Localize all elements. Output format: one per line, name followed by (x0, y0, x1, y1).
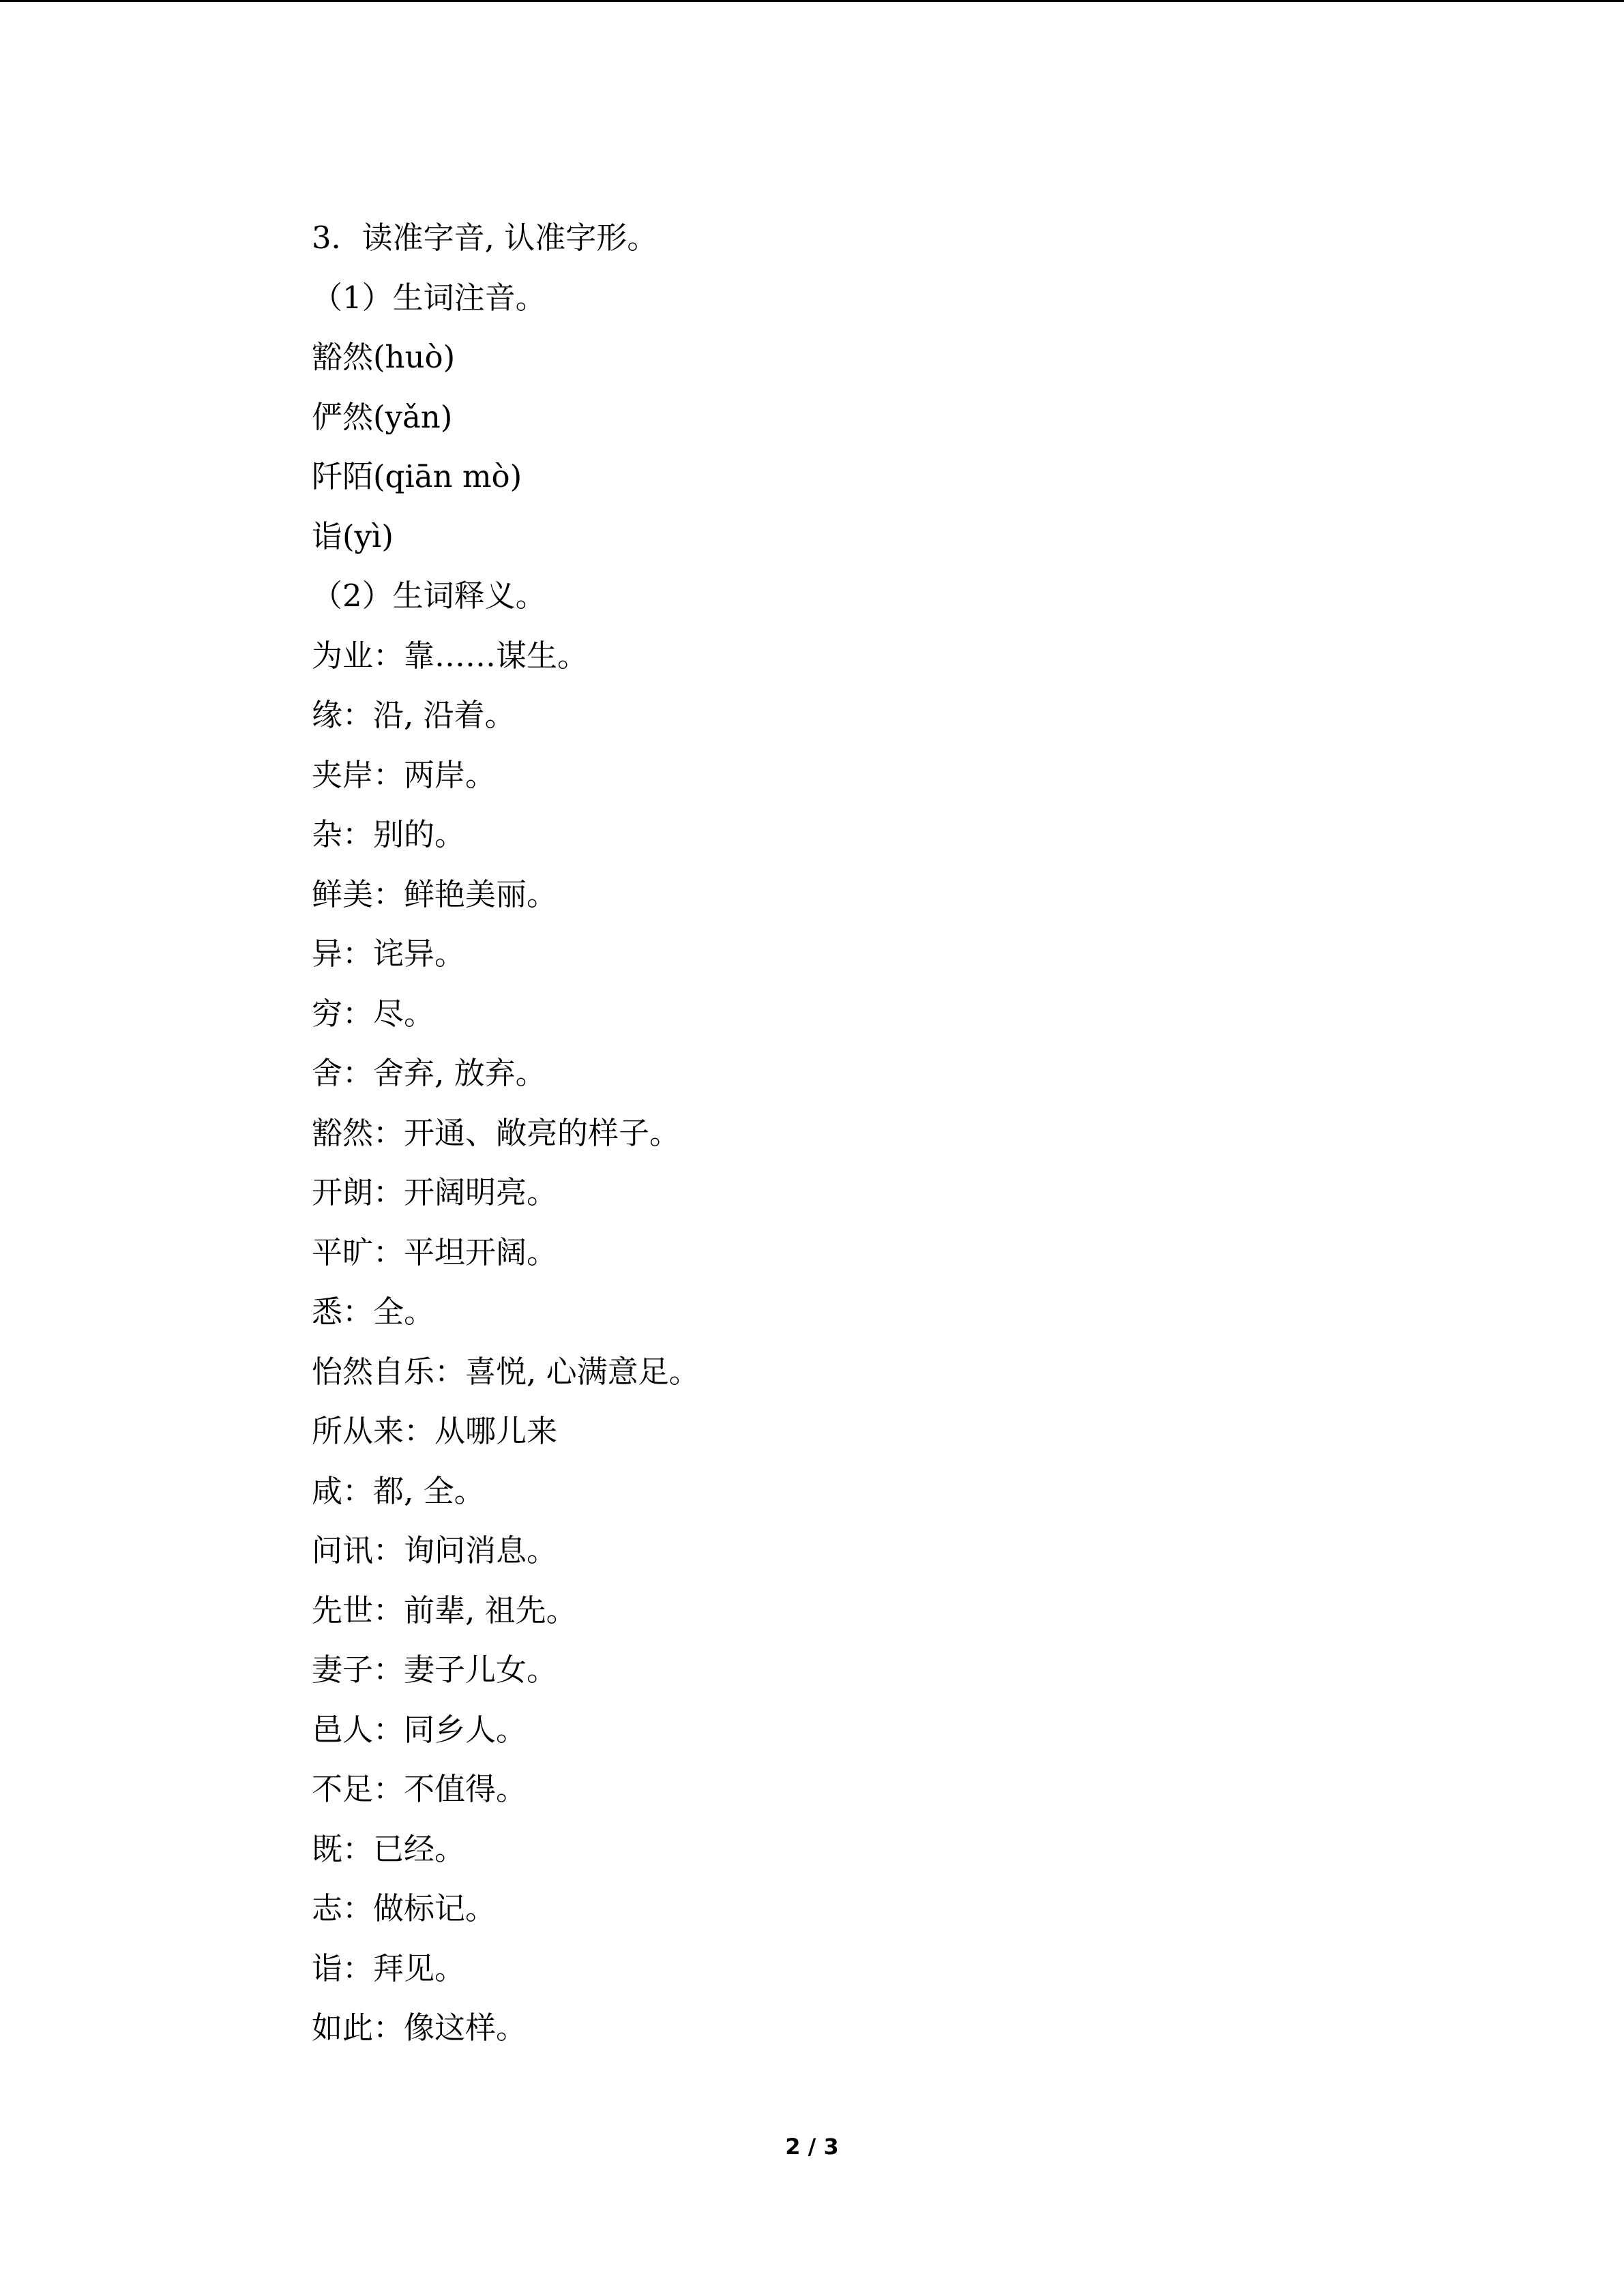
definition-item: 为业：靠……谋生。 (312, 637, 589, 674)
definition-item: 悉：全。 (312, 1294, 435, 1330)
definition-item: 杂：别的。 (312, 816, 466, 852)
definition-item: 豁然：开通、敞亮的样子。 (312, 1114, 681, 1151)
definition-item: 志：做标记。 (312, 1890, 497, 1926)
definition-item: 怡然自乐：喜悦, 心满意足。 (312, 1353, 700, 1390)
definition-item: 缘：沿, 沿着。 (312, 697, 516, 733)
pronunciation-item: 豁然(huò) (312, 339, 456, 375)
subsection-heading-definitions: （2）生词释义。 (312, 578, 546, 614)
pronunciation-item: 俨然(yǎn) (312, 398, 453, 435)
definition-item: 舍：舍弃, 放弃。 (312, 1055, 546, 1091)
definition-item: 咸：都, 全。 (312, 1472, 485, 1509)
definition-item: 诣：拜见。 (312, 1950, 466, 1986)
subsection-heading-pronunciation: （1）生词注音。 (312, 279, 546, 316)
top-border (0, 0, 1624, 2)
definition-item: 所从来：从哪儿来 (312, 1413, 558, 1449)
definition-item: 不足：不值得。 (312, 1771, 527, 1807)
definition-item: 平旷：平坦开阔。 (312, 1234, 558, 1270)
definition-item: 先世：前辈, 祖先。 (312, 1592, 577, 1628)
definition-item: 异：诧异。 (312, 936, 466, 972)
document-body (312, 208, 1335, 2058)
definition-item: 开朗：开阔明亮。 (312, 1174, 558, 1210)
pronunciation-item: 诣(yì) (312, 518, 394, 554)
definition-item: 穷：尽。 (312, 995, 435, 1032)
definition-item: 既：已经。 (312, 1830, 466, 1867)
section-heading: 3．读准字音, 认准字形。 (312, 220, 658, 256)
definition-item: 邑人：同乡人。 (312, 1711, 527, 1748)
definition-item: 夹岸：两岸。 (312, 756, 497, 793)
definition-item: 鲜美：鲜艳美丽。 (312, 876, 558, 912)
pronunciation-item: 阡陌(qiān mò) (312, 458, 522, 494)
definition-item: 妻子：妻子儿女。 (312, 1652, 558, 1688)
definition-item: 问讯：询问消息。 (312, 1532, 558, 1568)
definition-item: 如此：像这样。 (312, 2010, 527, 2046)
page-number: 2 / 3 (785, 2134, 839, 2160)
